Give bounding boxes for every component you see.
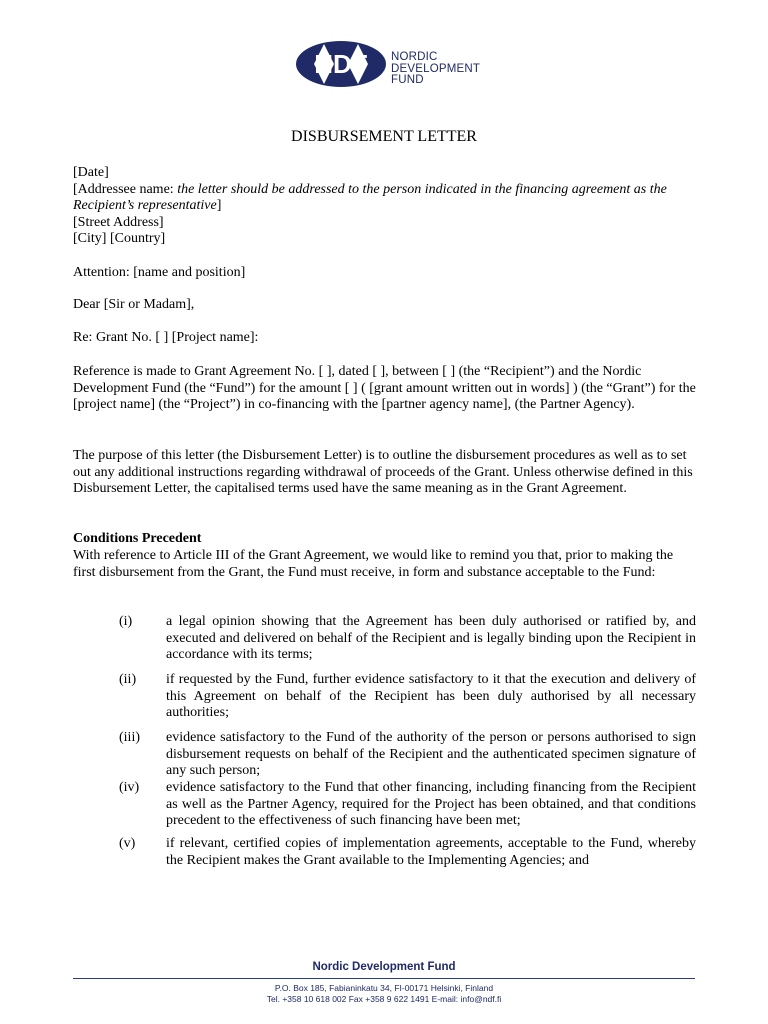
list-item-text: if relevant, certified copies of implementation agreements, acceptable to the Fund, whereby the Recipient makes the Grant available to the Implementing Agencies; and xyxy=(166,836,696,868)
date-placeholder: [Date] xyxy=(73,165,109,180)
list-item-number: (i) xyxy=(119,614,133,629)
list-item-text: evidence satisfactory to the Fund that other financing, including financing from the Recipient as well as the Partner Agency, required for the Project has been obtained, and that conditions precedent to the effectiveness of such financing have been met; xyxy=(166,780,696,829)
re-line: Re: Grant No. [ ] [Project name]: xyxy=(73,330,259,345)
list-item-number: (v) xyxy=(119,836,136,851)
ndf-logo xyxy=(296,40,496,90)
addressee-suffix: ] xyxy=(216,198,222,214)
org-name-line: FUND xyxy=(391,74,424,86)
addressee-line xyxy=(73,182,696,215)
logo-letters: NDF xyxy=(314,49,368,79)
list-item-text: if requested by the Fund, further evidence satisfactory to it that the execution and delivery of this Agreement on behalf of the Recipient has been duly authorised by all necessary authorities; xyxy=(166,672,696,721)
footer-contact: Tel. +358 10 618 002 Fax +358 9 622 1491 E-mail: info@ndf.fi xyxy=(266,994,502,1004)
reference-paragraph: Reference is made to Grant Agreement No. [ ], dated [ ], between [ ] (the “Recipient”) and the Nordic Development Fund (the “Fund”) for the amount [ ] ( [grant amount written out in words] ) (the “Grant”) for the [project name] (the “Project”) in co-financing with the [partner agency name], (the Partner Agency). xyxy=(73,364,696,413)
org-name-line: NORDIC xyxy=(391,51,438,63)
address-block xyxy=(73,165,696,248)
footer-org-name: Nordic Development Fund xyxy=(312,961,456,973)
org-name-line: DEVELOPMENT xyxy=(391,62,481,75)
list-item-number: (ii) xyxy=(119,672,137,687)
org-name-block xyxy=(391,52,480,87)
list-item-number: (iv) xyxy=(119,780,140,795)
document-title: DISBURSEMENT LETTER xyxy=(291,128,477,145)
list-item-number: (iii) xyxy=(119,730,140,745)
street-address: [Street Address] xyxy=(73,214,164,230)
purpose-paragraph: The purpose of this letter (the Disbursement Letter) is to outline the disbursement procedures as well as to set out any additional instructions regarding withdrawal of proceeds of the Grant. Unless otherwise defined in this Disbursement Letter, the capitalised terms used have the same meaning as in the Grant Agreement. xyxy=(73,448,693,497)
footer-divider xyxy=(73,978,695,979)
conditions-intro: With reference to Article III of the Grant Agreement, we would like to remind you that, prior to making the first disbursement from the Grant, the Fund must receive, in form and substance acceptable to the Fund: xyxy=(73,548,674,580)
list-item-text: evidence satisfactory to the Fund of the authority of the person or persons authorised to sign disbursement requests on behalf of the Recipient and the authenticated specimen signature of any such person; xyxy=(166,730,696,779)
footer-address: P.O. Box 185, Fabianinkatu 34, FI-00171 Helsinki, Finland xyxy=(274,983,494,993)
addressee-instruction: the letter should be addressed to the person indicated in the financing agreement as the Recipient’s representative xyxy=(73,181,667,214)
conditions-heading: Conditions Precedent xyxy=(73,531,202,546)
addressee-prefix: [Addressee name: xyxy=(73,181,178,197)
list-item-text: a legal opinion showing that the Agreement has been duly authorised or ratified by, and executed and delivered on behalf of the Recipient and is legally binding upon the Recipient in accordance with its terms; xyxy=(166,614,696,663)
attention-line: Attention: [name and position] xyxy=(73,265,246,280)
salutation: Dear [Sir or Madam], xyxy=(73,297,195,312)
city-country: [City] [Country] xyxy=(73,231,166,247)
ndf-logo-icon xyxy=(296,40,386,88)
